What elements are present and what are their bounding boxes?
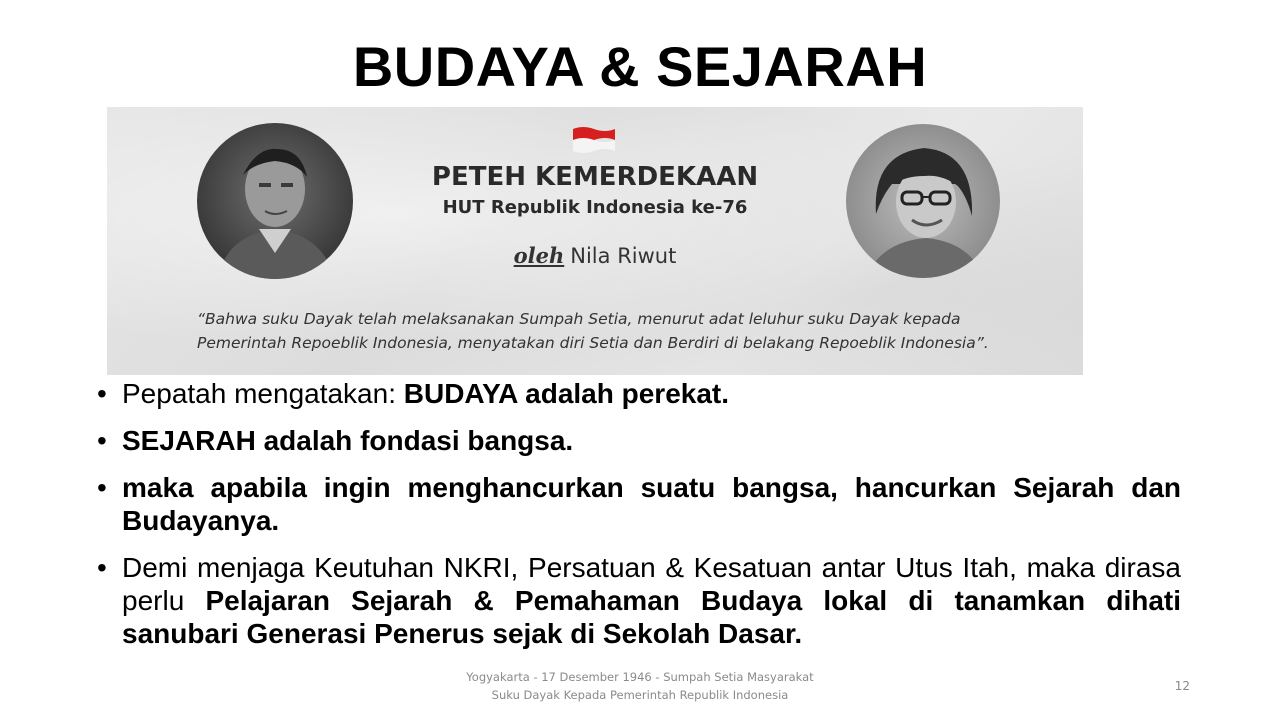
- banner-image: [107, 107, 1083, 375]
- bullet-marker: •: [97, 425, 107, 456]
- bullet-marker: •: [97, 472, 107, 503]
- portrait-woman: [846, 124, 1000, 278]
- bullet-list: [97, 374, 1181, 650]
- banner-heading: PETEH KEMERDEKAAN: [431, 162, 759, 192]
- banner-quote: “Bahwa suku Dayak telah melaksanakan Sumpah Setia, menurut adat leluhur suku Dayak kepada Pemerintah Repoeblik Indonesia, menyatakan diri Setia dan Berdiri di belakang Repoeblik Indonesia”.: [197, 310, 989, 352]
- banner-subheading: HUT Republik Indonesia ke-76: [442, 197, 748, 218]
- footer-line: Suku Dayak Kepada Pemerintah Republik Indonesia: [491, 688, 789, 702]
- banner-byline: [407, 243, 783, 269]
- bullet-item: [97, 471, 1181, 537]
- bullet-text-bold: SEJARAH adalah fondasi bangsa.: [122, 425, 574, 456]
- bullet-text: Demi menjaga Keutuhan NKRI, Persatuan & Kesatuan antar Utus Itah, maka dirasa perlu: [122, 552, 1181, 616]
- bullet-item: [97, 424, 1181, 457]
- page-number: 12: [1174, 679, 1190, 693]
- bullet-item: [97, 551, 1181, 650]
- portrait-man: [197, 123, 353, 279]
- byline-name: Nila Riwut: [570, 244, 677, 268]
- bullet-marker: •: [97, 378, 107, 409]
- bullet-text-bold: BUDAYA adalah perekat.: [403, 378, 730, 409]
- indonesia-flag-icon: [571, 125, 617, 155]
- footer-line: Yogyakarta - 17 Desember 1946 - Sumpah Setia Masyarakat: [466, 670, 814, 684]
- slide-title: BUDAYA & SEJARAH: [352, 35, 928, 98]
- bullet-text: Pepatah mengatakan:: [122, 378, 404, 409]
- slide-footer: [380, 668, 900, 704]
- bullet-text-bold: maka apabila ingin menghancurkan suatu bangsa, hancurkan Sejarah dan Budayanya.: [122, 472, 1181, 536]
- bullet-item: [97, 377, 1181, 410]
- bullet-text-bold: Pelajaran Sejarah & Pemahaman Budaya lokal di tanamkan dihati sanubari Generasi Penerus sejak di Sekolah Dasar.: [122, 585, 1182, 649]
- byline-prefix: oleh: [513, 243, 565, 268]
- bullet-marker: •: [97, 552, 107, 583]
